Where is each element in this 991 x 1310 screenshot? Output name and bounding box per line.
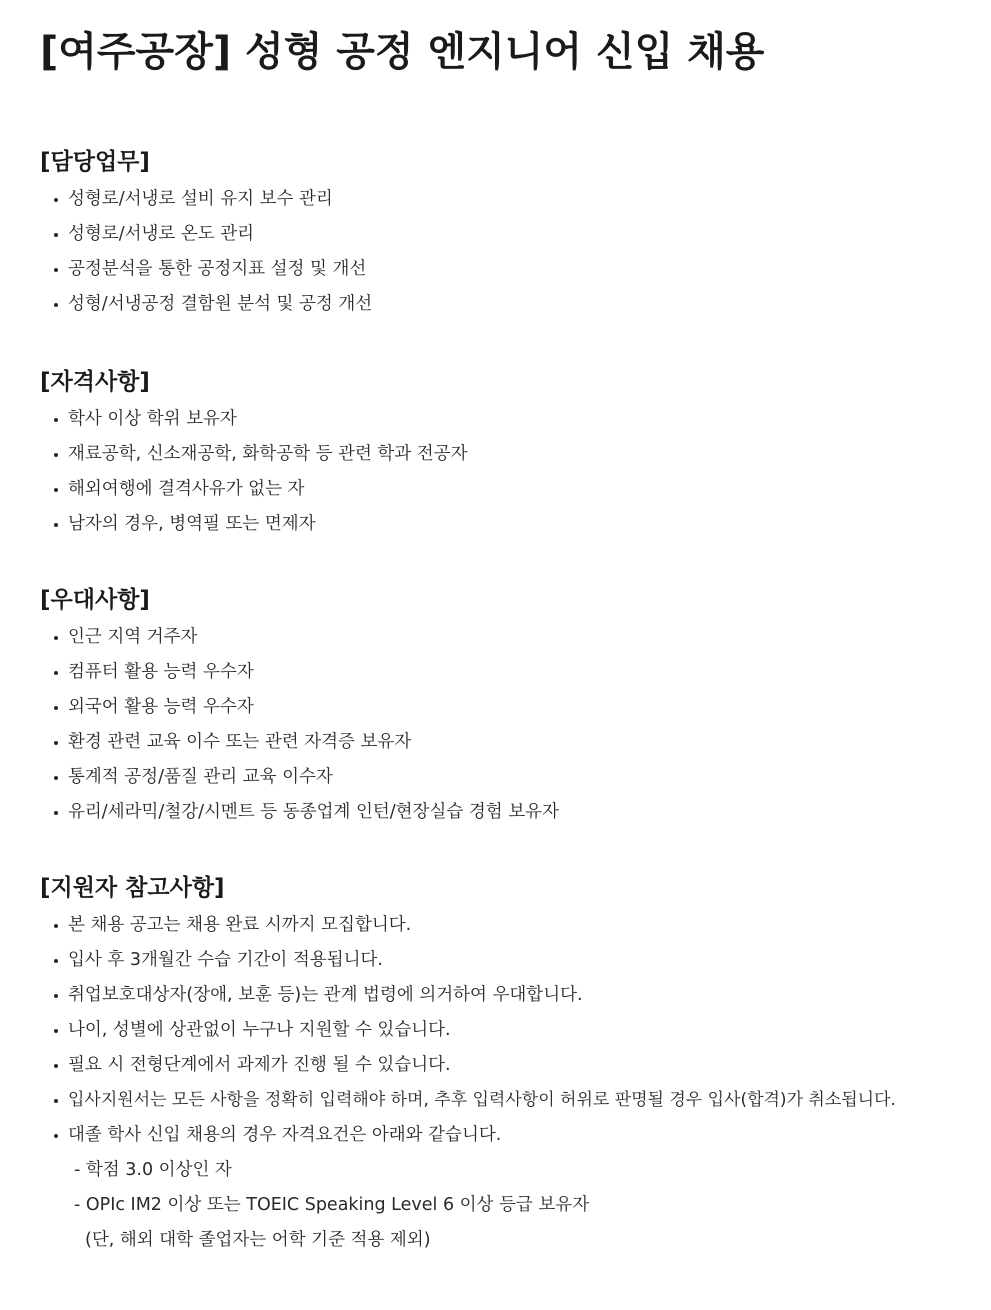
list-item <box>40 908 980 943</box>
bullet-icon <box>54 776 58 780</box>
bullet-icon <box>54 268 58 272</box>
section-duties <box>40 146 980 322</box>
list-item <box>40 943 980 978</box>
list-item <box>40 795 980 830</box>
bullet-icon <box>54 741 58 745</box>
bullet-icon <box>54 303 58 307</box>
sub-item: - OPIc IM2 이상 또는 TOEIC Speaking Level 6 이상 등급 보유자 <box>74 1195 590 1215</box>
list-item <box>40 472 980 507</box>
bullet-icon <box>54 924 58 928</box>
list-item-text: 대졸 학사 신입 채용의 경우 자격요건은 아래와 같습니다. <box>68 1125 502 1145</box>
list-item-text: 유리/세라믹/철강/시멘트 등 동종업계 인턴/현장실습 경험 보유자 <box>68 802 559 822</box>
applicant-notes-list <box>40 908 980 1153</box>
section-heading: [지원자 참고사항] <box>40 875 225 901</box>
section-applicant-notes <box>40 872 980 1258</box>
list-item <box>40 1048 980 1083</box>
page-title: [여주공장] 성형 공정 엔지니어 신입 채용 <box>40 29 765 75</box>
list-item-text: 통계적 공정/품질 관리 교육 이수자 <box>68 767 333 787</box>
bullet-icon <box>54 1029 58 1033</box>
sub-item: - 학점 3.0 이상인 자 <box>74 1160 232 1180</box>
list-item <box>40 402 980 437</box>
list-item <box>40 252 980 287</box>
list-item <box>40 217 980 252</box>
list-item <box>40 1083 980 1118</box>
bullet-icon <box>54 636 58 640</box>
list-item-text: 외국어 활용 능력 우수자 <box>68 697 254 717</box>
list-item-text: 남자의 경우, 병역필 또는 면제자 <box>68 514 316 534</box>
list-item-text: 나이, 성별에 상관없이 누구나 지원할 수 있습니다. <box>68 1020 451 1040</box>
list-item-text: 성형로/서냉로 설비 유지 보수 관리 <box>68 189 333 209</box>
list-item <box>40 287 980 322</box>
section-preferred <box>40 584 980 830</box>
bullet-icon <box>54 198 58 202</box>
section-qualifications <box>40 366 980 542</box>
list-item-text: 인근 지역 거주자 <box>68 627 198 647</box>
list-item <box>40 437 980 472</box>
list-item <box>40 507 980 542</box>
bullet-icon <box>54 671 58 675</box>
duties-list <box>40 182 980 322</box>
list-item <box>40 725 980 760</box>
bullet-icon <box>54 811 58 815</box>
section-heading: [자격사항] <box>40 369 150 395</box>
list-item-text: 환경 관련 교육 이수 또는 관련 자격증 보유자 <box>68 732 412 752</box>
list-item <box>40 978 980 1013</box>
list-item-text: 성형로/서냉로 온도 관리 <box>68 224 255 244</box>
list-item-text: 학사 이상 학위 보유자 <box>68 409 237 429</box>
bullet-icon <box>54 959 58 963</box>
list-item-text: 입사 후 3개월간 수습 기간이 적용됩니다. <box>68 950 383 970</box>
list-item <box>40 690 980 725</box>
bullet-icon <box>54 453 58 457</box>
list-item <box>40 760 980 795</box>
bullet-icon <box>54 994 58 998</box>
list-item-text: 본 채용 공고는 채용 완료 시까지 모집합니다. <box>68 915 412 935</box>
list-item-text: 해외여행에 결격사유가 없는 자 <box>68 479 305 499</box>
qualifications-list <box>40 402 980 542</box>
list-item-text: 공정분석을 통한 공정지표 설정 및 개선 <box>68 259 367 279</box>
bullet-icon <box>54 523 58 527</box>
bullet-icon <box>54 418 58 422</box>
list-item <box>40 655 980 690</box>
section-heading: [우대사항] <box>40 587 150 613</box>
list-item <box>40 620 980 655</box>
bullet-icon <box>54 1064 58 1068</box>
bullet-icon <box>54 706 58 710</box>
section-heading: [담당업무] <box>40 149 150 175</box>
list-item <box>40 182 980 217</box>
list-item-text: 성형/서냉공정 결함원 분석 및 공정 개선 <box>68 294 373 314</box>
bullet-icon <box>54 233 58 237</box>
list-item-text: 필요 시 전형단계에서 과제가 진행 될 수 있습니다. <box>68 1055 451 1075</box>
list-item-text: 재료공학, 신소재공학, 화학공학 등 관련 학과 전공자 <box>68 444 468 464</box>
list-item <box>40 1013 980 1048</box>
sub-item-note: (단, 해외 대학 졸업자는 어학 기준 적용 제외) <box>85 1230 431 1250</box>
list-item-text: 취업보호대상자(장애, 보훈 등)는 관계 법령에 의거하여 우대합니다. <box>68 985 583 1005</box>
list-item-text: 컴퓨터 활용 능력 우수자 <box>68 662 254 682</box>
bullet-icon <box>54 488 58 492</box>
list-item-text: 입사지원서는 모든 사항을 정확히 입력해야 하며, 추후 입력사항이 허위로 판명될 경우 입사(합격)가 취소됩니다. <box>68 1090 896 1110</box>
list-item <box>40 1118 980 1153</box>
preferred-list <box>40 620 980 830</box>
bullet-icon <box>54 1134 58 1138</box>
bullet-icon <box>54 1099 58 1103</box>
